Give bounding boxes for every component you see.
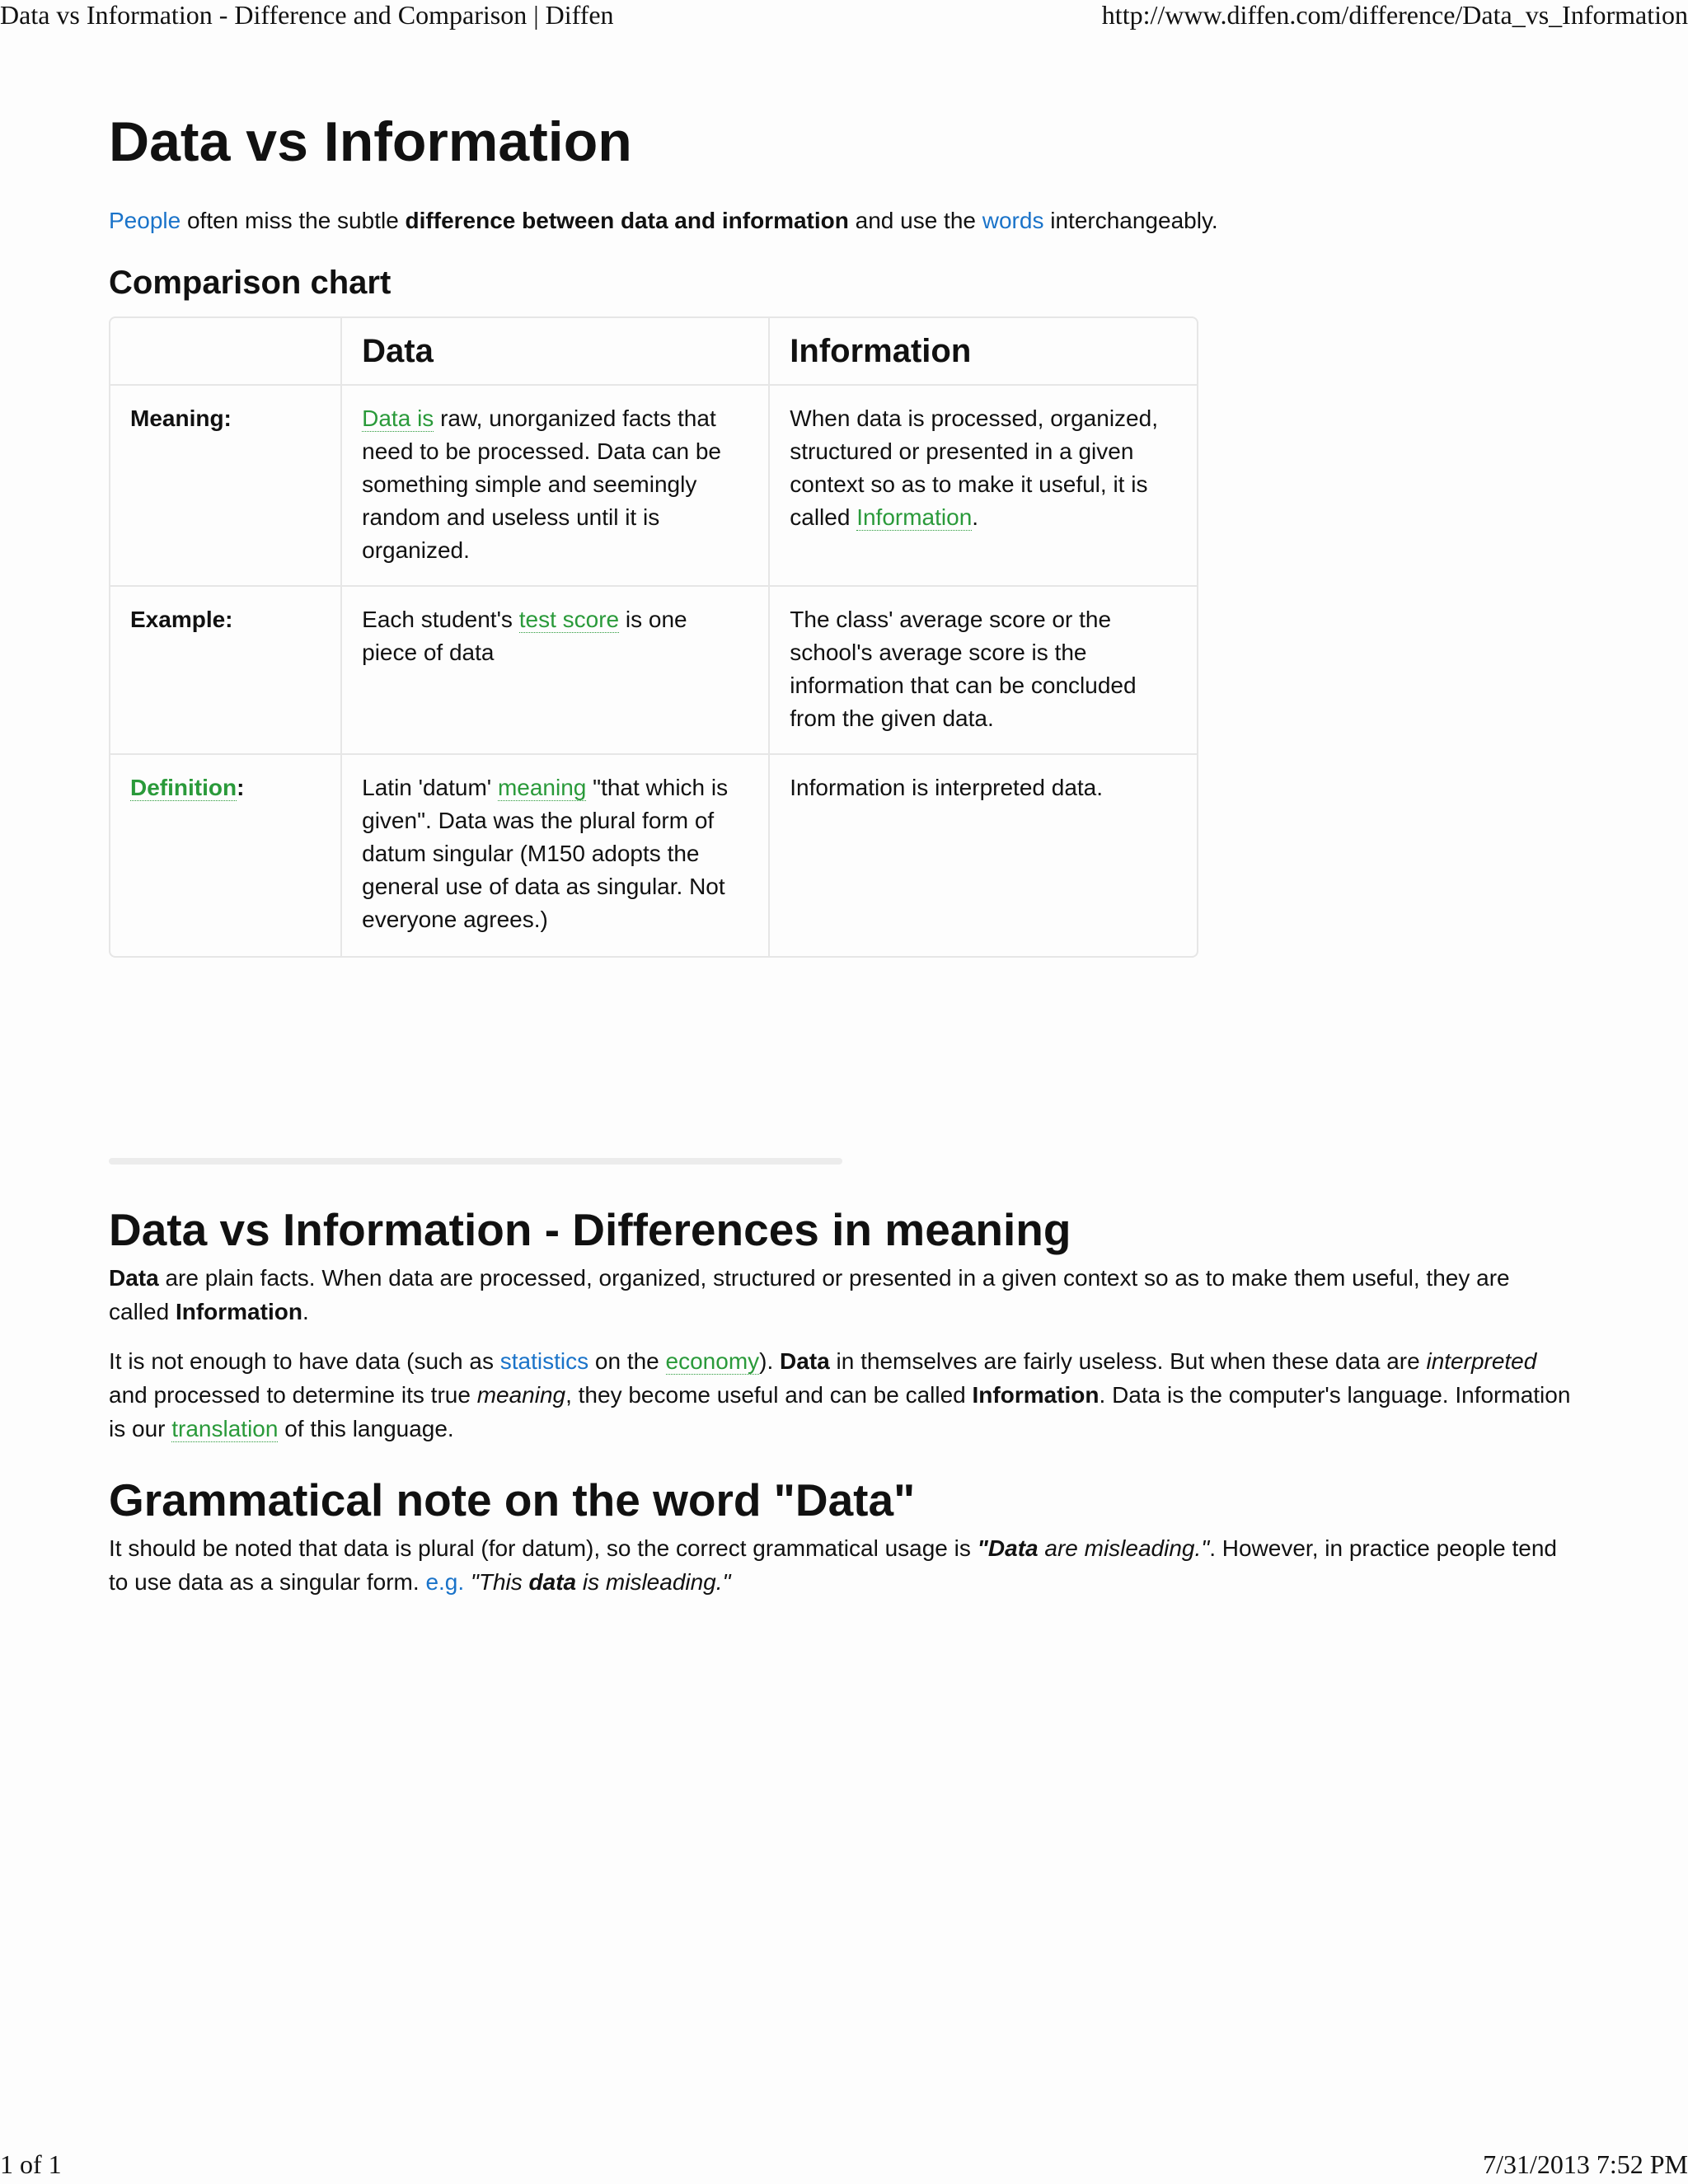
meaning-data-text: raw, unorganized facts that need to be processed. Data can be something simple and seemingly random and useless until it is organized. [362,405,721,563]
meaning-paragraph-1 [109,1261,1576,1329]
p2-text-e: and processed to determine its true [109,1382,477,1408]
meaning-info-end: . [972,504,979,530]
definition-data-cell [342,755,770,956]
table-row-definition [110,755,1197,956]
print-footer-datetime: 7/31/2013 7:52 PM [1483,2149,1688,2179]
meaning-data-cell [342,386,770,587]
definition-data-pre: Latin 'datum' [362,775,498,800]
header-information: Information [770,318,1197,386]
p2-text-d: in themselves are fairly useless. But when these data are [829,1348,1427,1374]
header-data: Data [342,318,770,386]
p2-bold-data: Data [780,1348,830,1374]
p2-text-h: of this language. [278,1416,454,1441]
economy-link[interactable]: economy [665,1348,760,1374]
grammar-text-b: . However, in practice people tend to use data as a singular form. [109,1535,1558,1595]
print-footer-page: 1 of 1 [0,2149,62,2179]
example-data-cell [342,587,770,755]
definition-colon: : [237,775,245,800]
comparison-table [109,316,1198,958]
p1-bold-data: Data [109,1265,159,1291]
grammar-text-a: It should be noted that data is plural (for datum), so the correct grammatical usage is [109,1535,978,1561]
quote-2-bold: data [528,1569,577,1595]
meaning-info-cell [770,386,1197,587]
p2-text-b: on the [588,1348,666,1374]
comparison-chart-heading: Comparison chart [109,265,392,301]
meaning-section-heading: Data vs Information - Differences in meaning [109,1204,1071,1255]
intro-text-1: often miss the subtle [181,208,406,233]
definition-info-cell: Information is interpreted data. [790,775,1104,800]
grammar-section [109,1474,1576,1599]
row-label-definition [110,755,342,956]
row-label-example: Example: [110,587,342,755]
quote-1 [978,1535,1210,1561]
grammar-section-heading: Grammatical note on the word "Data" [109,1474,916,1526]
meaning-section [109,1203,1576,1446]
p1-end: . [302,1299,309,1324]
p2-bold-information: Information [972,1382,1100,1408]
print-header-title: Data vs Information - Difference and Comparison | Diffen [0,0,614,30]
print-header-url: http://www.diffen.com/difference/Data_vs_Information [1101,0,1688,30]
table-row-meaning [110,386,1197,587]
table-row-example [110,587,1197,755]
translation-link[interactable]: translation [171,1416,279,1441]
words-link[interactable]: words [982,208,1044,233]
p1-bold-information: Information [175,1299,302,1324]
p2-text-a: It is not enough to have data (such as [109,1348,500,1374]
intro-bold: difference between data and information [405,208,849,233]
p2-italic-interpreted: interpreted [1426,1348,1537,1374]
quote-2 [471,1569,731,1595]
grammar-paragraph [109,1531,1576,1599]
meaning-link[interactable]: meaning [497,775,587,800]
example-data-post: is one piece of data [362,607,687,665]
information-link[interactable]: Information [856,504,973,530]
p2-text-c: ). [759,1348,781,1374]
row-label-meaning: Meaning: [110,386,342,587]
meaning-info-text: When data is processed, organized, structured or presented in a given context so as to make it useful, it is called [790,405,1158,530]
section-divider [109,1158,842,1165]
intro-text-2: and use the [848,208,982,233]
quote-2-b: is misleading." [576,1569,731,1595]
definition-data-post: "that which is given". Data was the plural form of datum singular (M150 adopts the general use of data as singular. Not everyone agrees.) [362,775,729,932]
p1-text: are plain facts. When data are processed, organized, structured or presented in a given context so as to make them useful, they are called [109,1265,1510,1324]
people-link[interactable]: People [109,208,181,233]
article [109,101,1576,1595]
header-empty-cell [110,318,342,386]
p2-italic-meaning: meaning [476,1382,566,1408]
example-data-pre: Each student's [362,607,519,632]
intro-text-3: interchangeably. [1043,208,1218,233]
data-is-link[interactable]: Data is [362,405,434,431]
statistics-link[interactable]: statistics [499,1348,589,1374]
table-header-row [110,318,1197,386]
intro-paragraph [109,204,1576,237]
p2-text-f: , they become useful and can be called [565,1382,973,1408]
test-score-link[interactable]: test score [518,607,620,632]
example-info-cell: The class' average score or the school's average score is the information that can be concluded from the given data. [770,587,1197,755]
quote-1-bold: "Data [977,1535,1039,1561]
meaning-paragraph-2 [109,1344,1576,1446]
quote-1-rest: are misleading." [1038,1535,1210,1561]
grammar-text-c [464,1569,471,1595]
quote-2-a: "This [470,1569,529,1595]
page-title: Data vs Information [109,110,632,173]
eg-link[interactable]: e.g. [425,1569,465,1595]
p2-text-g: . Data is the computer's language. Information is our [109,1382,1571,1441]
definition-link[interactable]: Definition [130,775,237,800]
